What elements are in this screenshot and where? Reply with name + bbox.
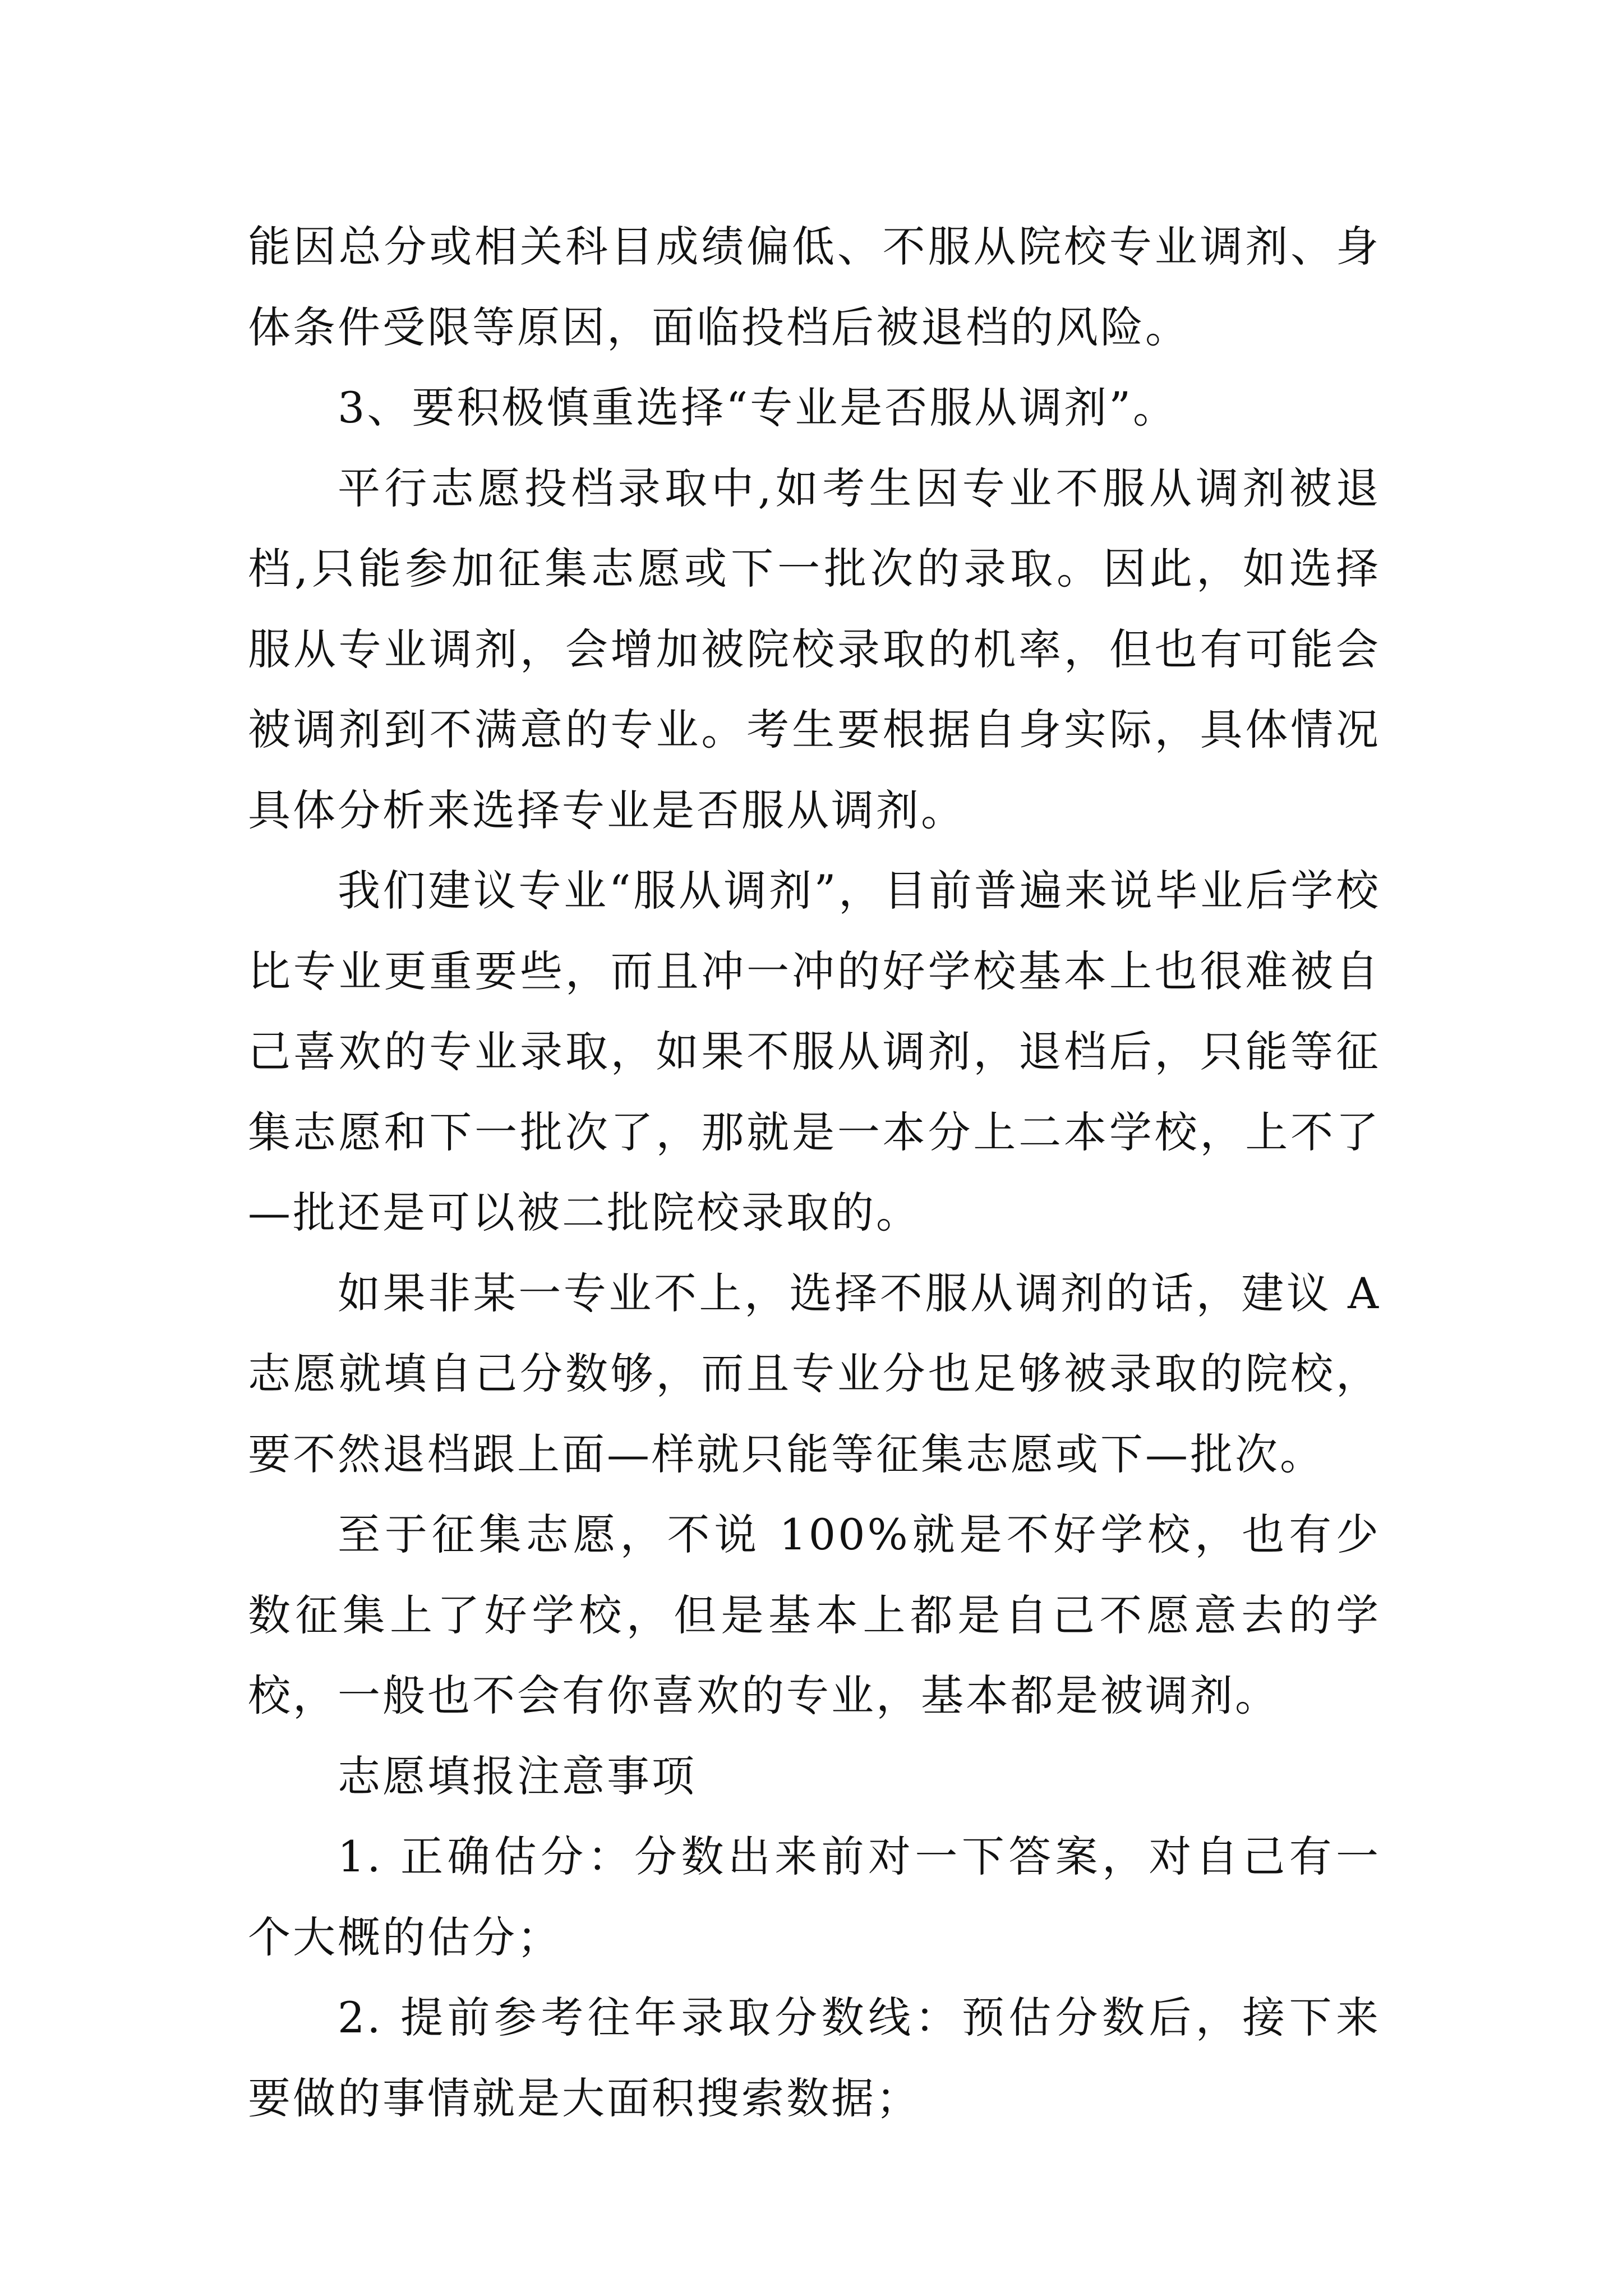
paragraph-parallel-admission: 平行志愿投档录取中,如考生因专业不服从调剂被退档,只能参加征集志愿或下一批次的录取。因此，如选择服从专业调剂，会增加被院校录取的机率，但也有可能会被调剂到不满意的专业。考生要根据自身实际，具体情况具体分析来选择专业是否服从调剂。 <box>248 463 1381 835</box>
paragraph-heading-3: 3、要积极慎重选择“专业是否服从调剂”。 <box>338 383 1178 432</box>
paragraph-notes-title: 志愿填报注意事项 <box>338 1751 697 1801</box>
paragraph-note-1: 1. 正确估分：分数出来前对一下答案，对自己有一个大概的估分； <box>248 1832 1381 1962</box>
paragraph-continuation: 能因总分或相关科目成绩偏低、不服从院校专业调剂、身体条件受限等原因，面临投档后被退档的风险。 <box>248 222 1381 352</box>
paragraph-supplementary: 至于征集志愿，不说 100%就是不好学校，也有少数征集上了好学校，但是基本上都是自己不愿意去的学校，一般也不会有你喜欢的专业，基本都是被调剂。 <box>248 1510 1381 1720</box>
paragraph-recommendation: 我们建议专业“服从调剂”，目前普遍来说毕业后学校比专业更重要些，而且冲一冲的好学校基本上也很难被自己喜欢的专业录取，如果不服从调剂，退档后，只能等征集志愿和下一批次了，那就是一本分上二本学校，上不了—批还是可以被二批院校录取的。 <box>248 866 1381 1237</box>
document-body <box>248 206 1381 2138</box>
paragraph-no-adjustment: 如果非某一专业不上，选择不服从调剂的话，建议 A 志愿就填自己分数够，而且专业分也足够被录取的院校，要不然退档跟上面—样就只能等征集志愿或下—批次。 <box>248 1268 1381 1479</box>
paragraph-note-2: 2. 提前参考往年录取分数线：预估分数后，接下来要做的事情就是大面积搜索数据； <box>248 1993 1381 2123</box>
